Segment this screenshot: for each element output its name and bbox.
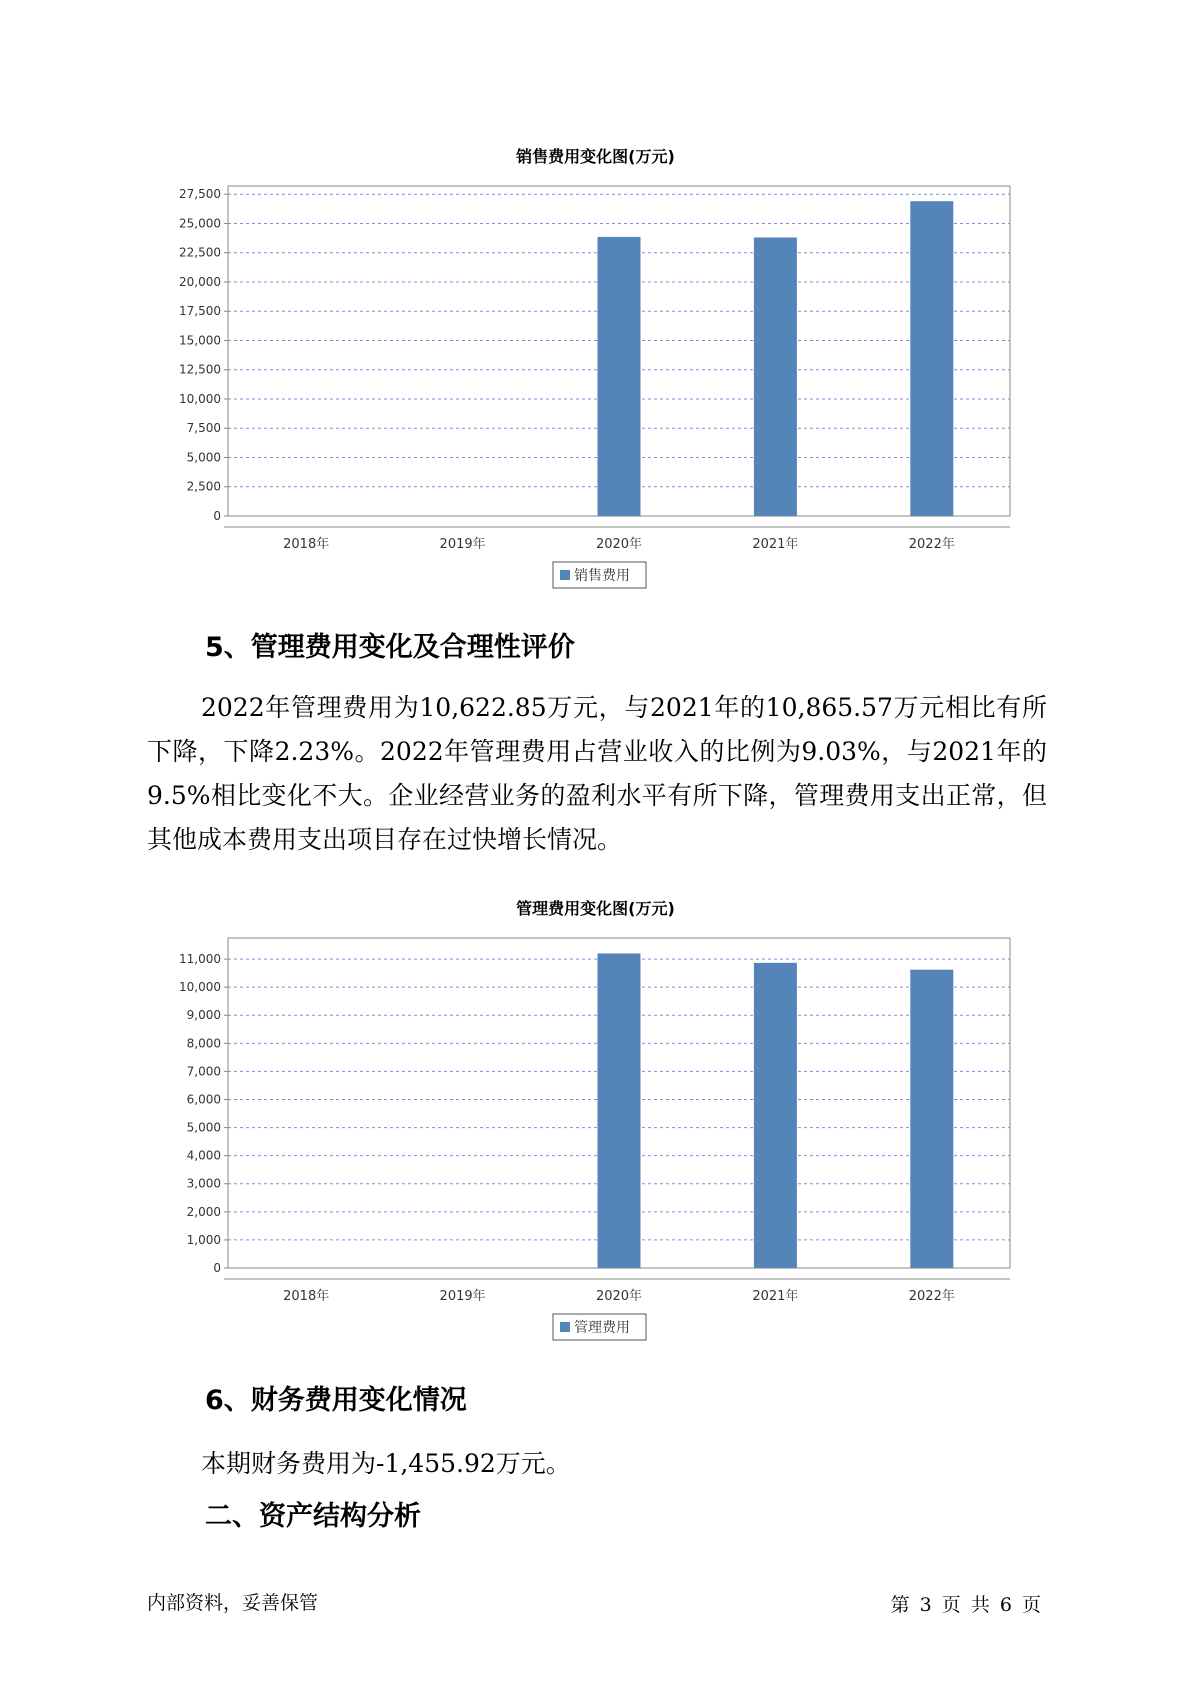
bar <box>910 201 953 516</box>
legend <box>553 1314 646 1340</box>
y-tick-label: 5,000 <box>186 1120 221 1135</box>
section-6-paragraph: 本期财务费用为-1,455.92万元。 <box>201 1449 571 1478</box>
admin-expense-chart-svg <box>0 922 1191 1342</box>
section-6-heading: 6、财务费用变化情况 <box>205 1385 467 1416</box>
y-tick-label: 25,000 <box>179 216 221 231</box>
x-tick-label: 2018年 <box>283 1289 330 1304</box>
footer-page-number: 第 3 页 共 6 页 <box>890 1594 1041 1616</box>
legend-swatch <box>560 570 570 580</box>
footer-confidential-note: 内部资料，妥善保管 <box>147 1592 319 1614</box>
y-tick-label: 0 <box>213 1261 221 1275</box>
y-tick-label: 2,000 <box>186 1204 221 1219</box>
bar <box>754 963 797 1268</box>
legend-label: 管理费用 <box>574 1320 630 1336</box>
y-tick-label: 15,000 <box>179 333 221 348</box>
chart-title: 管理费用变化图(万元) <box>516 899 675 918</box>
y-tick-label: 2,500 <box>186 479 221 494</box>
y-tick-label: 27,500 <box>179 187 221 202</box>
y-tick-label: 7,500 <box>186 421 221 436</box>
section-5-heading: 5、管理费用变化及合理性评价 <box>205 632 575 663</box>
y-tick-label: 4,000 <box>186 1148 221 1163</box>
legend-label: 销售费用 <box>574 568 630 584</box>
y-tick-label: 12,500 <box>179 362 221 377</box>
x-tick-label: 2021年 <box>752 537 799 552</box>
x-tick-label: 2020年 <box>595 537 643 552</box>
bar <box>598 237 641 516</box>
chart-title: 销售费用变化图(万元) <box>516 147 675 166</box>
y-tick-label: 0 <box>213 509 221 523</box>
x-tick-label: 2018年 <box>283 537 330 552</box>
x-tick-label: 2022年 <box>908 1289 955 1304</box>
y-tick-label: 6,000 <box>186 1092 221 1107</box>
sales-expense-chart-svg <box>0 170 1191 590</box>
section-two-heading: 二、资产结构分析 <box>205 1501 421 1532</box>
y-tick-label: 22,500 <box>179 245 221 260</box>
y-tick-label: 10,000 <box>179 980 221 995</box>
y-tick-label: 1,000 <box>186 1232 221 1247</box>
y-tick-label: 20,000 <box>179 274 221 289</box>
y-tick-label: 10,000 <box>179 391 221 406</box>
y-tick-label: 3,000 <box>186 1176 221 1191</box>
bar <box>754 237 797 516</box>
x-tick-label: 2022年 <box>908 537 955 552</box>
y-tick-label: 8,000 <box>186 1036 221 1051</box>
x-tick-label: 2019年 <box>439 537 486 552</box>
section-5-paragraph: 2022年管理费用为10,622.85万元，与2021年的10,865.57万元相比有所下降，下降2.23%。2022年管理费用占营业收入的比例为9.03%，与2021年的9.5%相比变化不大。企业经营业务的盈利水平有所下降，管理费用支出正常，但其他成本费用支出项目存在过快增长情况。 <box>147 693 1047 854</box>
x-tick-label: 2021年 <box>752 1289 799 1304</box>
bar <box>598 953 641 1268</box>
y-tick-label: 17,500 <box>179 304 221 319</box>
y-tick-label: 11,000 <box>179 952 221 967</box>
y-tick-label: 5,000 <box>186 450 221 465</box>
legend-swatch <box>560 1322 570 1332</box>
y-tick-label: 9,000 <box>186 1008 221 1023</box>
x-tick-label: 2019年 <box>439 1289 486 1304</box>
y-tick-label: 7,000 <box>186 1064 221 1079</box>
bar <box>910 970 953 1268</box>
legend <box>553 562 646 588</box>
x-tick-label: 2020年 <box>595 1289 643 1304</box>
